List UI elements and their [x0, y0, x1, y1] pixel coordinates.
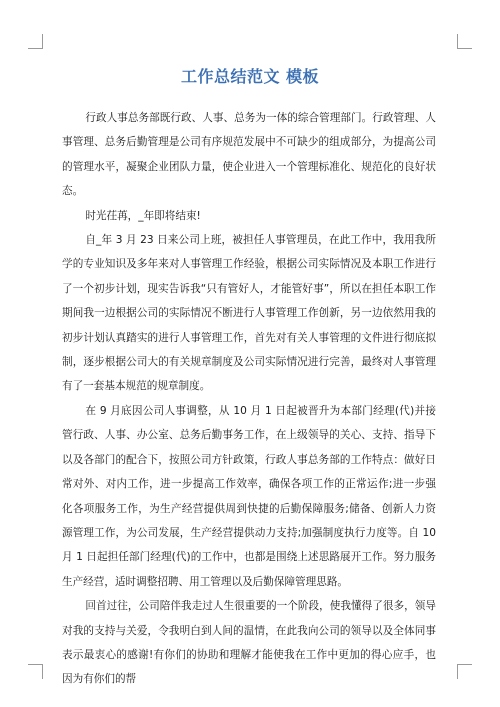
crop-mark-top-right [457, 34, 472, 49]
crop-mark-bottom-left [28, 664, 43, 679]
crop-mark-bottom-right [457, 664, 472, 679]
document-title: 工作总结范文 模板 [180, 67, 320, 86]
paragraph-4: 在 9 月底因公司人事调整，从 10 月 1 日起被晋升为本部门经理(代)并接管行政、人事、办公室、总务后勤事务工作，在上级领导的关心、支持、指导下以及各部门的配合下，按照公司方针政策，行政人事总务部的工作特点：做好日常对外、对内工作，进一步提高工作效率，确保各项工作的正常运作;进一步强化各项服务工作，为生产经营提供周到快捷的后勤保障服务;储备、创新人力资源管理工作，为公司发展，生产经营提供动力支持;加强制度执行力度等。自 10 月 1 日起担任部门经理(代)的工作中，也都是围绕上述思路展开工作。努力服务生产经营，适时调整招聘、用工管理以及后勤保障管理思路。 [62, 404, 436, 588]
paragraph-5: 回首过往，公司陪伴我走过人生很重要的一个阶段，使我懂得了很多，领导对我的支持与关爱，令我明白到人间的温情，在此我向公司的领导以及全体同事表示最衷心的感谢!有你们的协助和理解才能使我在工作中更加的得心应手，也因为有你们的帮 [62, 600, 436, 686]
paragraph-3: 自_年 3 月 23 日来公司上班，被担任人事管理员，在此工作中，我用我所学的专业知识及多年来对人事管理工作经验，根据公司实际情况及本职工作进行了一个初步计划，现实告诉我“只有管好人，才能管好事”，所以在担任本职工作期间我一边根据公司的实际情况不断进行人事管理工作创新，另一边依然用我的初步计划认真踏实的进行人事管理工作，首先对有关人事管理的文件进行彻底拟制，逐步根据公司大的有关规章制度及公司实际情况进行完善，最终对人事管理有了一套基本规范的规章制度。 [62, 234, 436, 393]
document-body [62, 106, 436, 692]
paragraph-2: 时光茌苒，_年即将结束! [85, 209, 201, 222]
paragraph-1: 行政人事总务部既行政、人事、总务为一体的综合管理部门。行政管理、人事管理、总务后勤管理是公司有序规范发展中不可缺少的组成部分，为提高公司的管理水平，凝聚企业团队力量，使企业进入一个管理标准化、规范化的良好状态。 [62, 112, 436, 198]
crop-mark-top-left [28, 34, 43, 49]
